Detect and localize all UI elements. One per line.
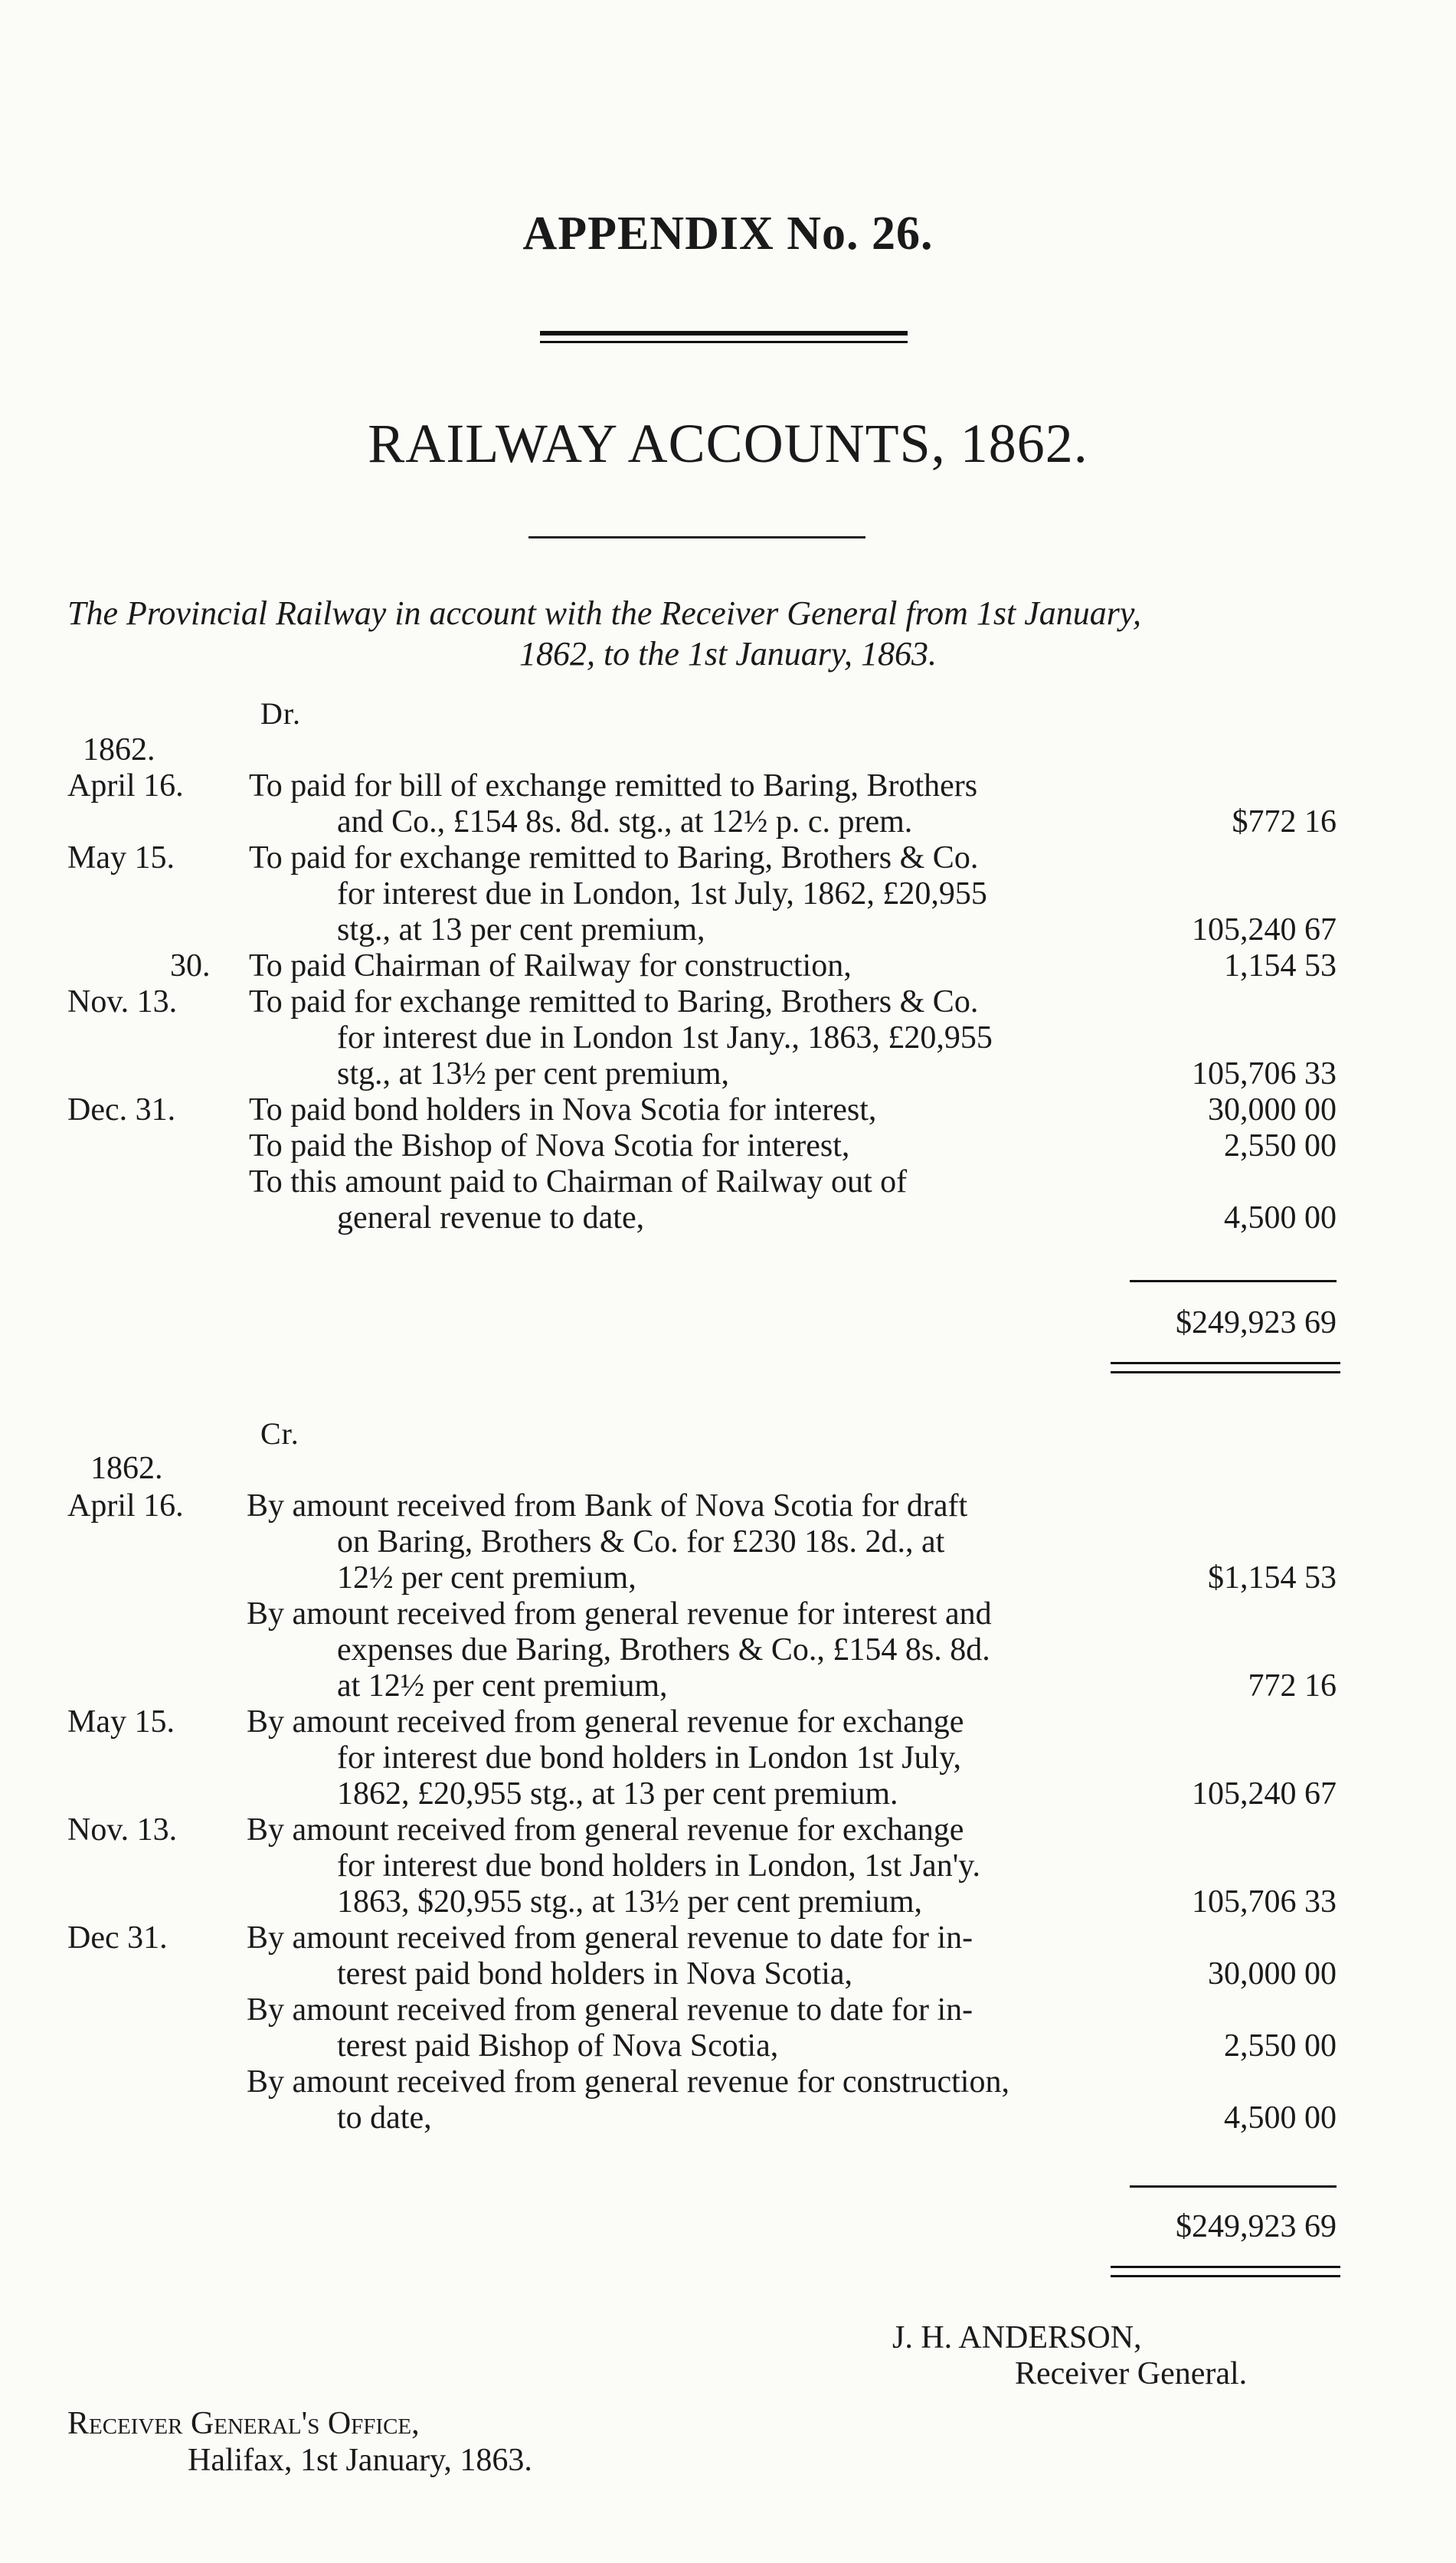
entry-date: May 15. [67,1704,175,1740]
entry-date: April 16. [67,1488,184,1524]
entry-amount: 30,000 00 [1208,1092,1337,1128]
document-title: RAILWAY ACCOUNTS, 1862. [368,413,1088,474]
entry-text-line: By amount received from general revenue for interest and [247,1596,992,1632]
entry-text-line: stg., at 13 per cent premium, [337,912,705,948]
credit-heading: Cr. [260,1416,299,1451]
entry-amount: 4,500 00 [1224,2100,1337,2136]
appendix-heading: APPENDIX No. 26. [522,208,934,260]
entry-text-line: for interest due in London 1st Jany., 1863, £20,955 [337,1020,993,1056]
entry-text-line: To paid bond holders in Nova Scotia for interest, [249,1092,877,1128]
credit-total-rule-1 [1111,2266,1340,2268]
entry-text-line: general revenue to date, [337,1200,645,1236]
entry-text-line: By amount received from general revenue for construction, [247,2064,1009,2100]
entry-amount: 1,154 53 [1224,948,1337,984]
office-line-2: Halifax, 1st January, 1863. [188,2443,532,2478]
debit-year: 1862. [83,732,155,768]
debit-total-rule-2 [1111,1371,1340,1373]
entry-amount: 105,706 33 [1192,1056,1337,1092]
entry-date: April 16. [67,768,184,804]
credit-total-rule-2 [1111,2275,1340,2277]
entry-amount: 772 16 [1248,1668,1337,1704]
entry-text-line: To paid the Bishop of Nova Scotia for interest, [249,1128,850,1164]
entry-text-line: expenses due Baring, Brothers & Co., £154 8s. 8d. [337,1632,990,1668]
entry-text-line: By amount received from Bank of Nova Scotia for draft [247,1488,968,1524]
entry-text-line: 1863, $20,955 stg., at 13½ per cent premium, [337,1884,923,1920]
signature-name: J. H. ANDERSON, [892,2320,1142,2355]
entry-amount: 2,550 00 [1224,1128,1337,1164]
title-rule [528,536,865,538]
entry-date: Dec. 31. [67,1092,176,1128]
debit-total: $249,923 69 [1176,1305,1337,1340]
entry-text-line: 1862, £20,955 stg., at 13 per cent premium. [337,1776,898,1812]
entry-text-line: 12½ per cent premium, [337,1560,636,1596]
credit-year: 1862. [90,1451,163,1486]
entry-date: Dec 31. [67,1920,168,1956]
entry-text-line: By amount received from general revenue to date for in- [247,1920,973,1956]
entry-text-line: at 12½ per cent premium, [337,1668,668,1704]
entry-text-line: By amount received from general revenue for exchange [247,1812,964,1848]
entry-amount: 105,240 67 [1192,1776,1337,1812]
debit-subtotal-rule [1130,1280,1337,1282]
entry-text-line: for interest due in London, 1st July, 1862, £20,955 [337,876,987,912]
entry-text-line: To paid for exchange remitted to Baring, Brothers & Co. [249,840,979,876]
heading-rule-thick [540,331,908,336]
entry-text-line: terest paid bond holders in Nova Scotia, [337,1956,853,1992]
entry-amount: 4,500 00 [1224,1200,1337,1236]
intro-line-2: 1862, to the 1st January, 1863. [519,635,937,673]
entry-text-line: stg., at 13½ per cent premium, [337,1056,730,1092]
entry-amount: 30,000 00 [1208,1956,1337,1992]
entry-text-line: To paid for exchange remitted to Baring, Brothers & Co. [249,984,979,1020]
entry-date: Nov. 13. [67,1812,178,1848]
debit-heading: Dr. [260,696,301,731]
entry-text-line: By amount received from general revenue to date for in- [247,1992,973,2028]
entry-date: May 15. [67,840,175,876]
entry-text-line: on Baring, Brothers & Co. for £230 18s. 2d., at [337,1524,945,1560]
entry-date: 30. [170,948,211,984]
intro-line-1: The Provincial Railway in account with the Receiver General from 1st January, [67,594,1142,632]
heading-rule-thin [540,341,908,343]
entry-amount: 105,240 67 [1192,912,1337,948]
entry-text-line: to date, [337,2100,432,2136]
entry-text-line: To paid Chairman of Railway for construction, [249,948,852,984]
debit-total-rule-1 [1111,1362,1340,1364]
credit-subtotal-rule [1130,2185,1337,2188]
office-line-1: Receiver General's Office, [67,2406,420,2441]
entry-text-line: To this amount paid to Chairman of Railway out of [249,1164,908,1200]
credit-total: $249,923 69 [1176,2209,1337,2244]
entry-text-line: terest paid Bishop of Nova Scotia, [337,2028,779,2064]
entry-amount: 105,706 33 [1192,1884,1337,1920]
entry-amount: $772 16 [1232,804,1337,840]
entry-text-line: for interest due bond holders in London, 1st Jan'y. [337,1848,981,1884]
signature-title: Receiver General. [1015,2356,1248,2391]
entry-text-line: for interest due bond holders in London 1st July, [337,1740,962,1776]
entry-text-line: and Co., £154 8s. 8d. stg., at 12½ p. c. prem. [337,804,913,840]
entry-amount: $1,154 53 [1208,1560,1337,1596]
entry-text-line: By amount received from general revenue for exchange [247,1704,964,1740]
entry-date: Nov. 13. [67,984,178,1020]
entry-amount: 2,550 00 [1224,2028,1337,2064]
entry-text-line: To paid for bill of exchange remitted to Baring, Brothers [249,768,978,804]
